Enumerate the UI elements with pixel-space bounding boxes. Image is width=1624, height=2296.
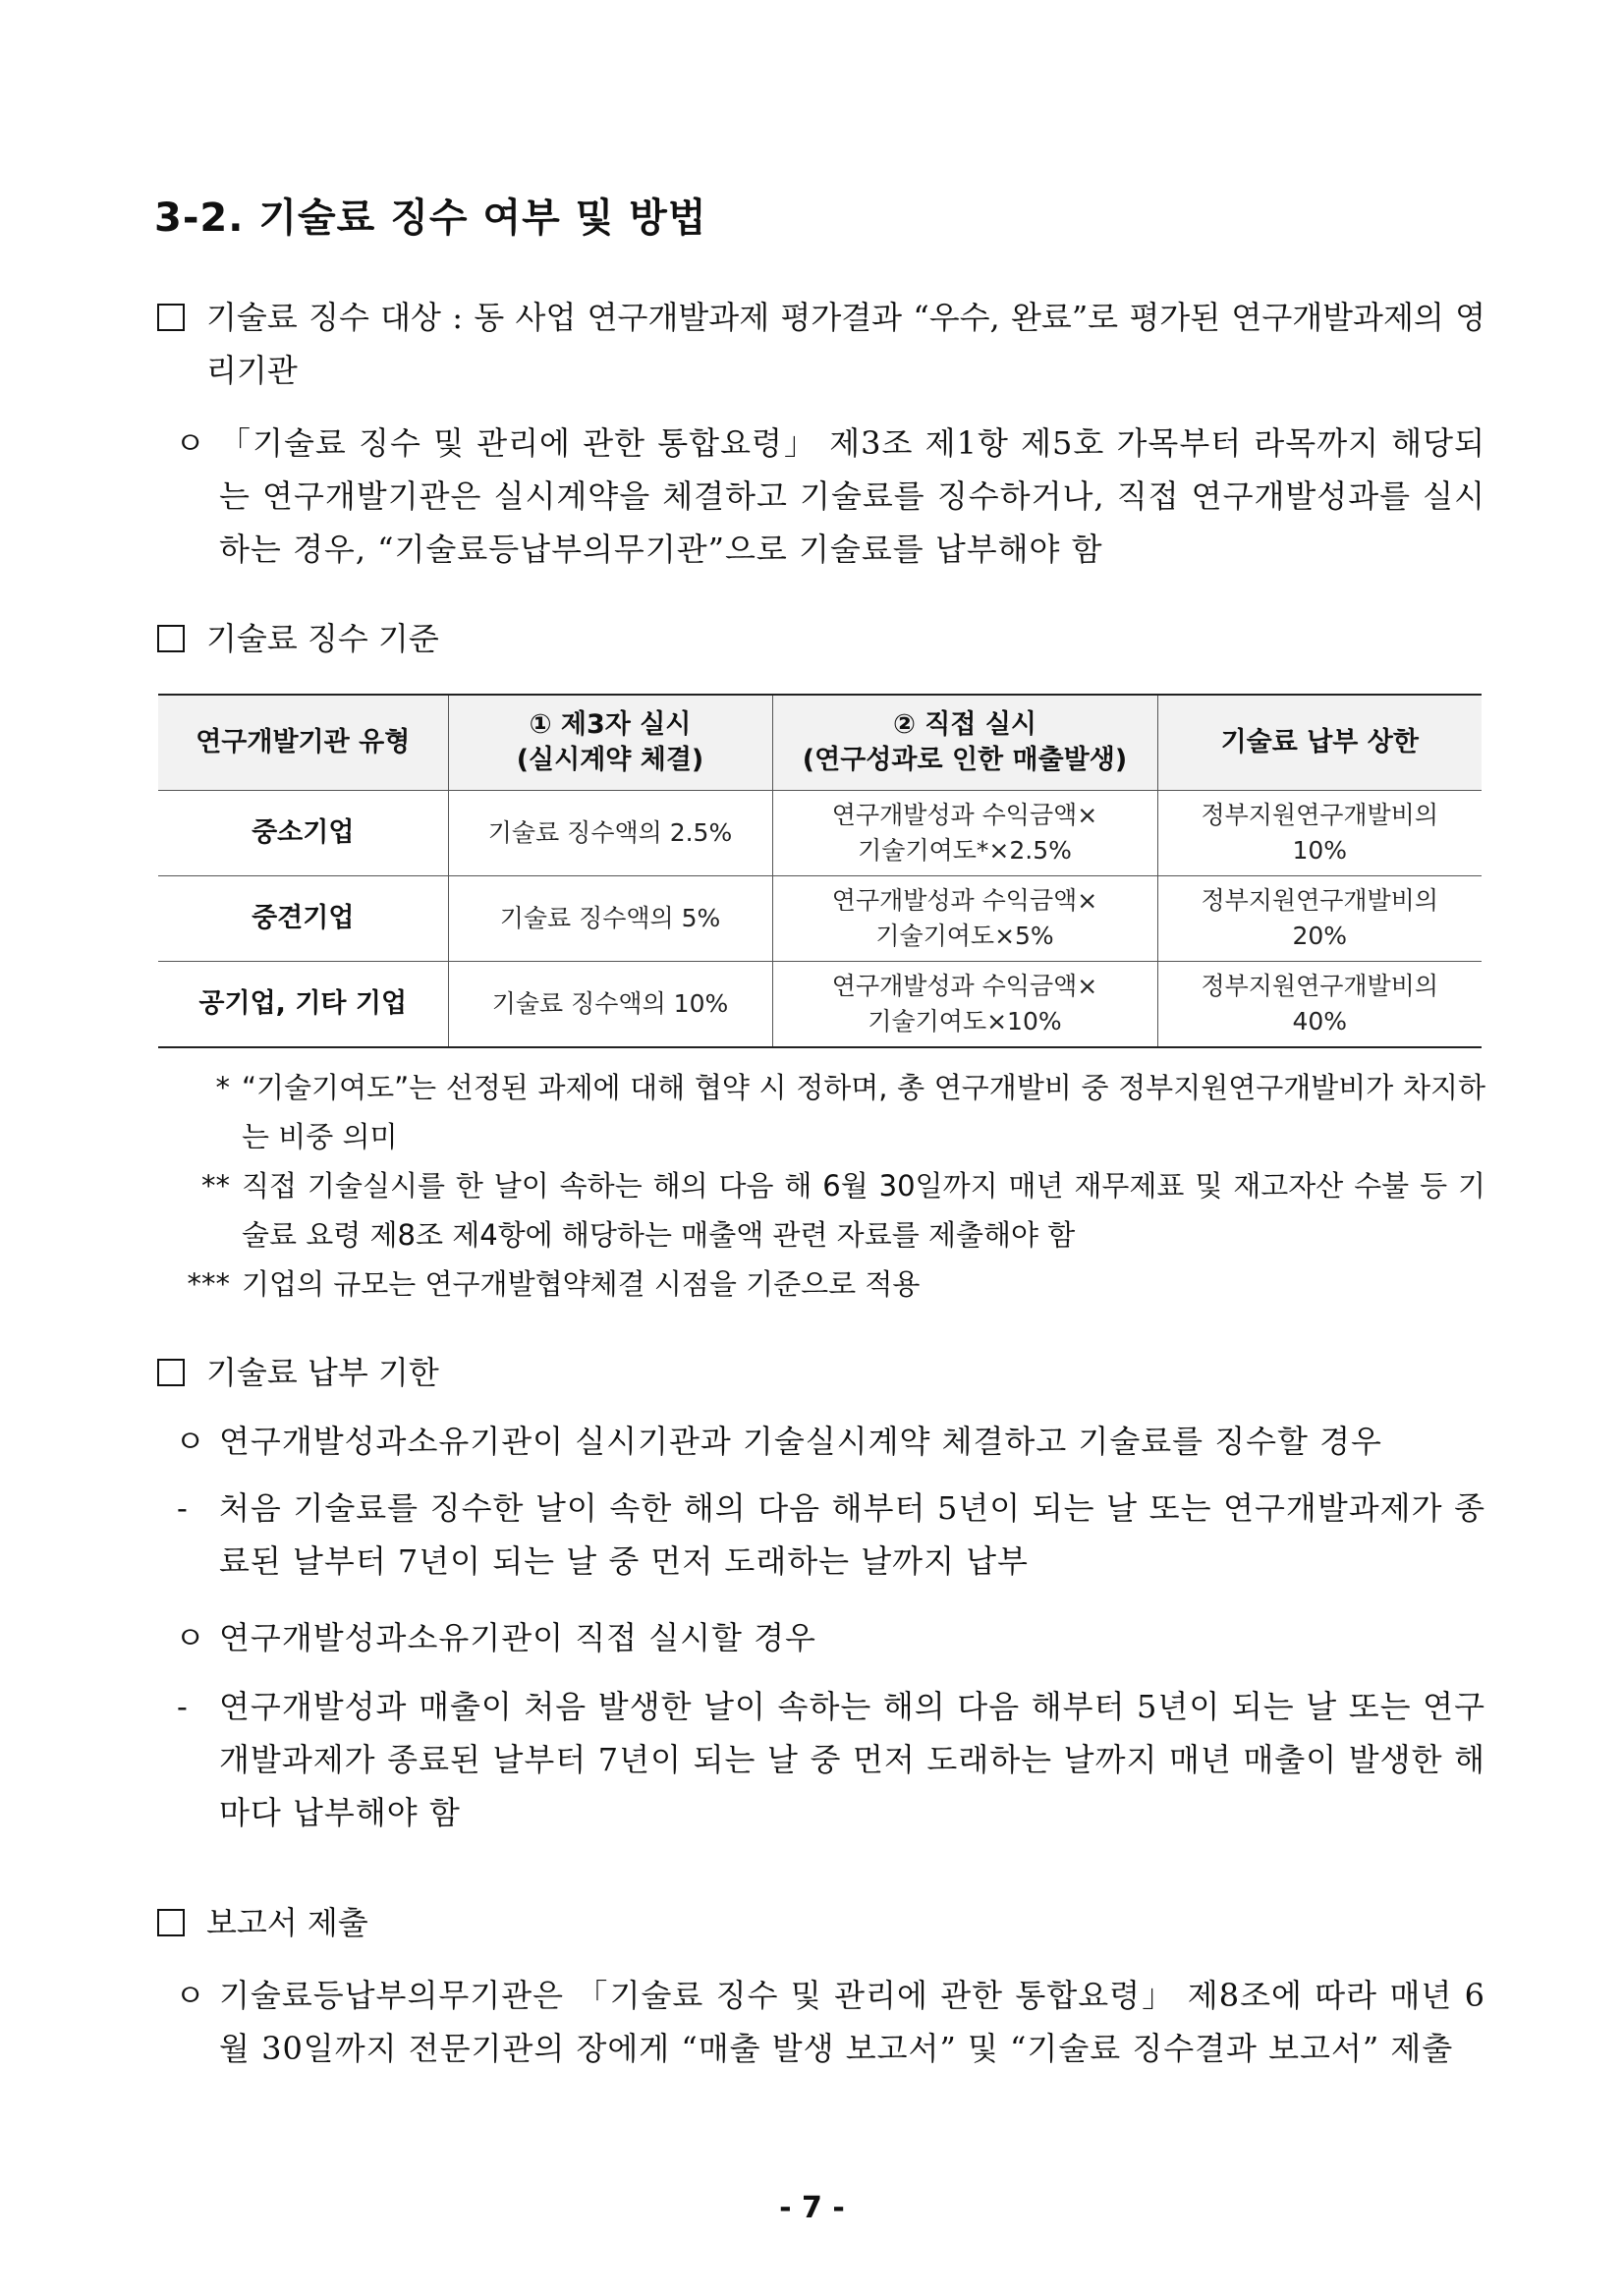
bullet-marker: ㅇ: [175, 1977, 205, 2014]
section-report-submission: [157, 1896, 1485, 2075]
section-collection-target: [157, 291, 1485, 576]
table-header-cell: 연구개발기관 유형: [158, 695, 448, 791]
footnote: [187, 1063, 1485, 1161]
heading-text: 기술료 징수 기준: [206, 620, 439, 657]
table-cell: 정부지원연구개발비의 10%: [1157, 791, 1482, 876]
bullet-marker: ㅇ: [175, 1619, 205, 1656]
bullet-text: 기술료등납부의무기관은 「기술료 징수 및 관리에 관한 통합요령」 제8조에 따라 매년 6월 30일까지 전문기관의 장에게 “매출 발생 보고서” 및 “기술료 징수결과 보고서” 제출: [219, 1977, 1485, 2067]
table-cell: 기술료 징수액의 10%: [448, 962, 772, 1048]
dash-item: [177, 1482, 1485, 1588]
dash-text: 처음 기술료를 징수한 날이 속한 해의 다음 해부터 5년이 되는 날 또는 연구개발과제가 종료된 날부터 7년이 되는 날 중 먼저 도래하는 날까지 납부: [219, 1489, 1485, 1580]
footnote: [187, 1260, 1485, 1309]
heading-row: [157, 1346, 1485, 1399]
footnote-text: 직접 기술실시를 한 날이 속하는 해의 다음 해 6월 30일까지 매년 재무제표 및 재고자산 수불 등 기술료 요령 제8조 제4항에 해당하는 매출액 관련 자료를 제출해야 함: [242, 1169, 1485, 1252]
table-cell: 연구개발성과 수익금액× 기술기여도×5%: [772, 876, 1157, 962]
section-collection-criteria: [157, 612, 1485, 665]
bullet-text: 연구개발성과소유기관이 실시기관과 기술실시계약 체결하고 기술료를 징수할 경우: [219, 1423, 1382, 1460]
checkbox-square-icon: [157, 304, 185, 331]
checkbox-square-icon: [157, 1909, 185, 1936]
footnote-marker: *: [215, 1071, 230, 1104]
page-number: - 7 -: [779, 2191, 845, 2225]
table-cell: 연구개발성과 수익금액× 기술기여도*×2.5%: [772, 791, 1157, 876]
section-payment-deadline: [157, 1346, 1485, 1839]
heading-text: 보고서 제출: [206, 1904, 368, 1941]
footnote-text: “기술기여도”는 선정된 과제에 대해 협약 시 정하며, 총 연구개발비 중 정부지원연구개발비가 차지하는 비중 의미: [242, 1071, 1485, 1153]
bullet-text: 연구개발성과소유기관이 직접 실시할 경우: [219, 1619, 816, 1656]
footnote-marker: **: [201, 1169, 230, 1203]
table-row: [158, 791, 1482, 876]
dash-text: 연구개발성과 매출이 처음 발생한 날이 속하는 해의 다음 해부터 5년이 되는 날 또는 연구개발과제가 종료된 날부터 7년이 되는 날 중 먼저 도래하는 날까지 매년 매출이 발생한 해마다 납부해야 함: [219, 1688, 1485, 1831]
table-row: [158, 962, 1482, 1048]
dash-item: [177, 1680, 1485, 1839]
dash-marker: -: [177, 1489, 188, 1527]
bullet-marker: ㅇ: [175, 1423, 205, 1460]
footnote: [187, 1161, 1485, 1260]
table-header-cell: 기술료 납부 상한: [1157, 695, 1482, 791]
bullet-item: [175, 417, 1485, 576]
royalty-criteria-table: [158, 694, 1482, 1048]
bullet-item: [175, 1969, 1485, 2075]
bullet-marker: ㅇ: [175, 424, 205, 462]
table-cell: 연구개발성과 수익금액× 기술기여도×10%: [772, 962, 1157, 1048]
footnote-text: 기업의 규모는 연구개발협약체결 시점을 기준으로 적용: [242, 1267, 921, 1301]
table-cell: 중견기업: [158, 876, 448, 962]
table-cell: 정부지원연구개발비의 40%: [1157, 962, 1482, 1048]
bullet-item: [175, 1415, 1485, 1468]
table-header-cell: ① 제3자 실시 (실시계약 체결): [448, 695, 772, 791]
heading-row: [157, 291, 1485, 397]
section-title: 3-2. 기술료 징수 여부 및 방법: [154, 196, 707, 241]
table-cell: 중소기업: [158, 791, 448, 876]
table-cell: 정부지원연구개발비의 20%: [1157, 876, 1482, 962]
table-header-row: [158, 695, 1482, 791]
table-footnotes: [187, 1063, 1485, 1309]
table-header-cell: ② 직접 실시 (연구성과로 인한 매출발생): [772, 695, 1157, 791]
heading-text: 기술료 납부 기한: [206, 1354, 439, 1391]
table-cell: 공기업, 기타 기업: [158, 962, 448, 1048]
dash-marker: -: [177, 1688, 188, 1725]
bullet-item: [175, 1611, 1485, 1664]
heading-row: [157, 1896, 1485, 1949]
table-row: [158, 876, 1482, 962]
checkbox-square-icon: [157, 1359, 185, 1386]
heading-row: [157, 612, 1485, 665]
table-cell: 기술료 징수액의 5%: [448, 876, 772, 962]
heading-text: 기술료 징수 대상 : 동 사업 연구개발과제 평가결과 “우수, 완료”로 평가된 연구개발과제의 영리기관: [206, 299, 1485, 389]
table-cell: 기술료 징수액의 2.5%: [448, 791, 772, 876]
checkbox-square-icon: [157, 625, 185, 652]
bullet-text: 「기술료 징수 및 관리에 관한 통합요령」 제3조 제1항 제5호 가목부터 라목까지 해당되는 연구개발기관은 실시계약을 체결하고 기술료를 징수하거나, 직접 연구개발성과를 실시하는 경우, “기술료등납부의무기관”으로 기술료를 납부해야 함: [219, 424, 1485, 568]
footnote-marker: ***: [187, 1267, 230, 1301]
